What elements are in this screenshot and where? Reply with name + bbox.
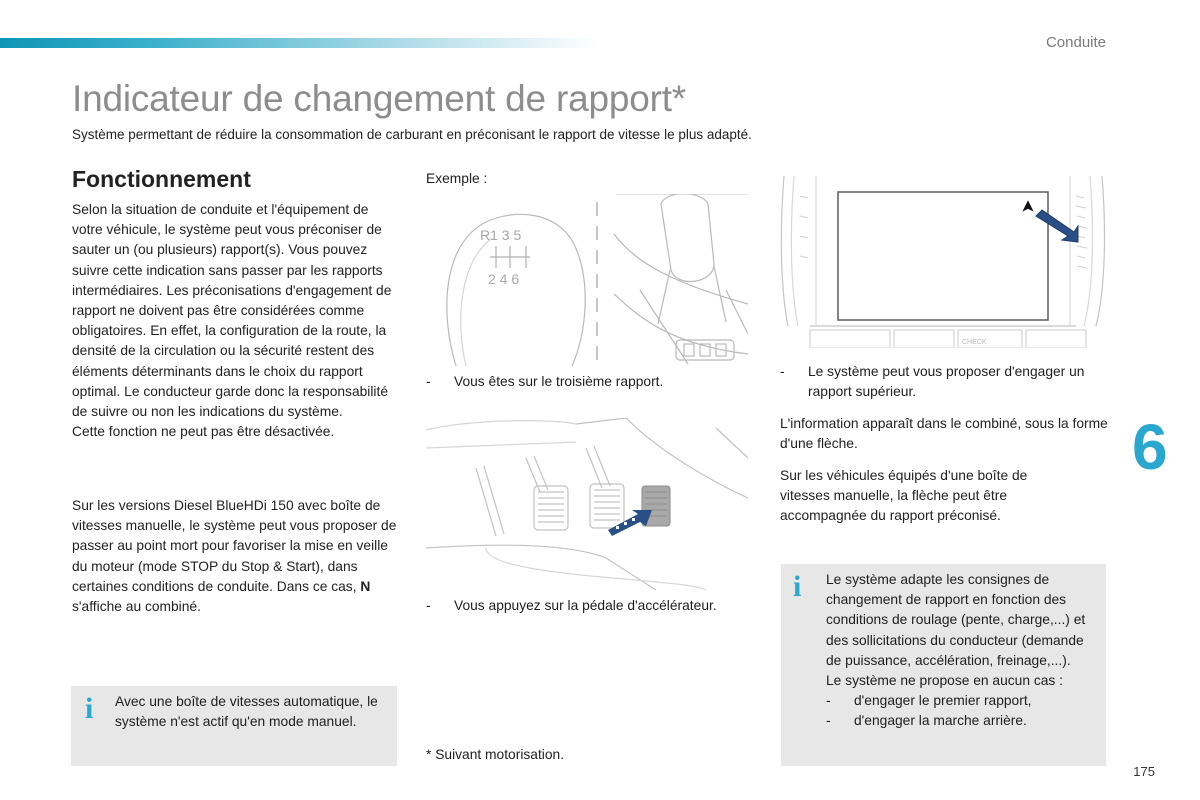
chapter-number: 6	[1132, 411, 1168, 483]
gear-pattern-bottom-row: 2 4 6	[488, 271, 520, 287]
caption-upshift	[780, 362, 1110, 402]
info-box-automatic-text: Avec une boîte de vitesses automatique, le système n'est actif qu'en mode manuel.	[115, 694, 378, 730]
section-heading: Fonctionnement	[72, 166, 251, 192]
caption-accelerator	[426, 596, 717, 616]
info-box-adaptation-p2: Le système ne propose en aucun cas :	[826, 673, 1063, 689]
dashboard-check-label: CHECK	[962, 339, 987, 346]
section-tab: Conduite	[1045, 34, 1106, 51]
info-box-adaptation-p1: Le système adapte les consignes de changement de rapport en fonction des conditions de roulage (pente, charge,...) et des sollicitations du conducteur (demande de puissance, accélération, freinage,...).	[826, 572, 1086, 668]
page-number: 175	[1133, 764, 1155, 779]
gear-shift-illustration	[426, 194, 748, 366]
page-title: Indicateur de changement de rapport*	[72, 78, 686, 119]
paragraph-operation	[72, 200, 402, 442]
intro-text: Système permettant de réduire la consommation de carburant en préconisant le rapport de vitesse le plus adapté.	[72, 127, 752, 142]
dashboard-illustration	[780, 176, 1106, 348]
caption-third-gear-text: Vous êtes sur le troisième rapport.	[454, 374, 664, 389]
info-box-adaptation	[781, 564, 1106, 766]
caption-dash: -	[426, 598, 431, 613]
caption-dash: -	[426, 374, 431, 389]
caption-accelerator-text: Vous appuyez sur la pédale d'accélérateur.	[454, 598, 717, 613]
info-icon: i	[85, 692, 94, 725]
info-icon: i	[793, 570, 802, 603]
paragraph-operation-last: Cette fonction ne peut pas être désactivée.	[72, 424, 335, 440]
list-item: - d'engager la marche arrière.	[826, 711, 1101, 731]
paragraph-manual-gearbox: Sur les véhicules équipés d'une boîte de vitesses manuelle, la flèche peut être accompagnée du rapport préconisé.	[780, 468, 1028, 524]
instrument-display	[838, 192, 1048, 320]
list-item: - d'engager le premier rapport,	[826, 691, 1101, 711]
footnote: * Suivant motorisation.	[426, 747, 565, 762]
info-box-automatic	[71, 686, 397, 766]
paragraph-diesel	[72, 496, 402, 617]
caption-upshift-text: - Le système peut vous proposer d'engager un rapport supérieur.	[780, 362, 1110, 402]
gear-pattern-top-row: R1 3 5	[480, 227, 522, 243]
paragraph-display-info: L'information apparaît dans le combiné, sous la forme d'une flèche.	[780, 416, 1108, 452]
example-label: Exemple :	[426, 171, 488, 186]
info-box-adaptation-text	[826, 570, 1101, 732]
paragraph-operation-main: Selon la situation de conduite et l'équipement de votre véhicule, le système peut vous préconiser de sauter un (ou plusieurs) rapport(s). Vous pouvez suivre cette indication sans passer par les rapports intermédiaires. Les préconisations d'engagement de rapport ne doivent pas être considérées comme obligatoires. En effet, la configuration de la route, la densité de la circulation ou la sécurité restent des éléments déterminants dans le choix du rapport optimal. Le conducteur garde donc la responsabilité de suivre ou non les indications du système.	[72, 202, 392, 420]
paragraph-diesel-end: s'affiche au combiné.	[72, 599, 201, 615]
neutral-indicator: N	[360, 578, 371, 594]
header-accent-bar	[0, 38, 600, 48]
pedals-illustration	[426, 418, 748, 590]
caption-third-gear	[426, 372, 663, 392]
paragraph-diesel-text: Sur les versions Diesel BlueHDi 150 avec boîte de vitesses manuelle, le système peut vous proposer de passer au point mort pour favoriser la mise en veille du moteur (mode STOP du Stop & Start), dans certaines conditions de conduite. Dans ce cas,	[72, 498, 397, 594]
